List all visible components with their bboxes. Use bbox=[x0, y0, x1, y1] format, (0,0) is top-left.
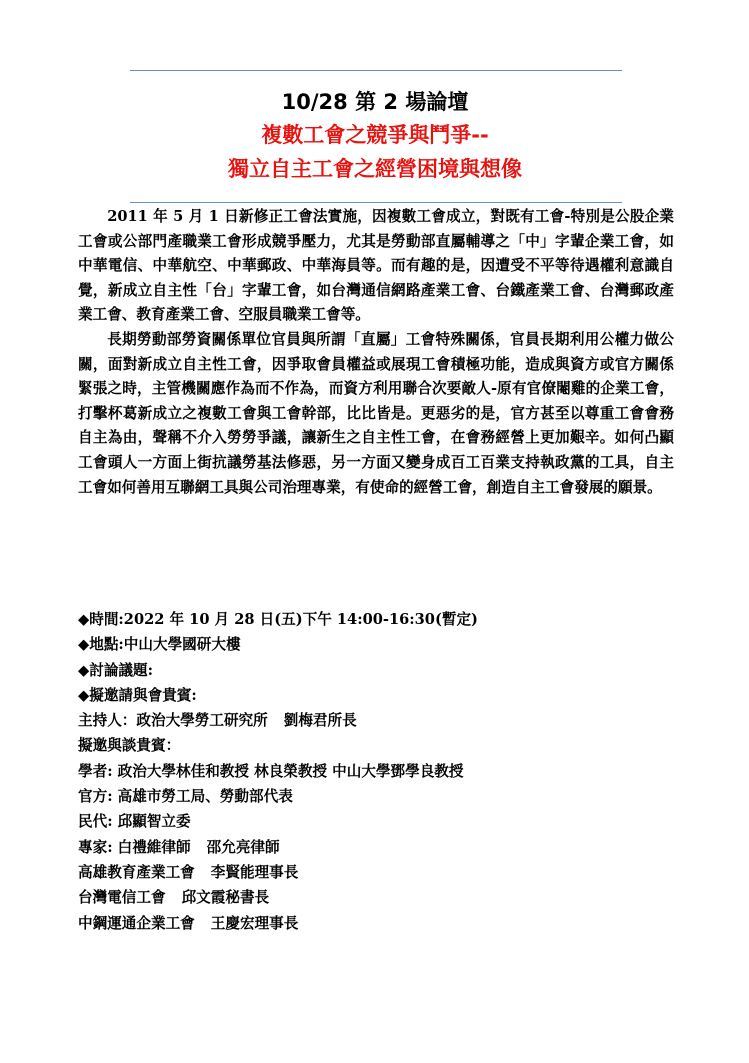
top-divider bbox=[130, 70, 622, 71]
event-location: ◆地點:中山大學國研大樓 bbox=[78, 636, 241, 654]
experts-second: 邵允亮律師 bbox=[206, 838, 280, 856]
discussion-topic: ◆討論議題: bbox=[78, 661, 153, 679]
union-line-3 bbox=[78, 911, 678, 936]
forum-subtitle-line1: 複數工會之競爭與鬥爭-- bbox=[261, 123, 489, 147]
title-block bbox=[80, 86, 670, 186]
union-person: 李賢能理事長 bbox=[210, 863, 299, 881]
experts-label: 專家: 白禮維律師 bbox=[78, 838, 191, 856]
bottom-divider bbox=[130, 202, 622, 203]
invited-heading: 擬邀與談貴賓： bbox=[78, 737, 181, 755]
union-name: 高雄教育產業工會 bbox=[78, 863, 195, 881]
event-time: ◆時間:2022 年 10 月 28 日(五)下午 14:00-16:30(暫定) bbox=[78, 611, 478, 628]
union-person: 王慶宏理事長 bbox=[210, 914, 299, 932]
union-line-1 bbox=[78, 860, 678, 885]
host-name: 劉梅君所長 bbox=[283, 712, 357, 730]
union-line-2 bbox=[78, 885, 678, 910]
representative-line: 民代: 邱顯智立委 bbox=[78, 813, 191, 831]
union-person: 邱文霞秘書長 bbox=[181, 889, 270, 907]
officials-line: 官方: 高雄市勞工局、勞動部代表 bbox=[78, 788, 293, 806]
paragraph-2: 長期勞動部勞資關係單位官員與所謂「直屬」工會特殊關係，官員長期利用公權力做公關，面對新成立自主性工會，因爭取會員權益或展現工會積極功能，造成與資方或官方關係緊張之時，主管機關應作為而不作為，而資方利用聯合次要敵人-原有官僚閹雞的企業工會，打擊杯葛新成立之複數工會與工會幹部，比比皆是。更惡劣的是，官方甚至以尊重工會會務自主為由，聲稱不介入勞勞爭議，讓新生之自主性工會，在會務經營上更加艱辛。如何凸顯工會頭人一方面上街抗議勞基法修惡，另一方面又變身成百工百業支持執政黨的工具，自主工會如何善用互聯網工具與公司治理專業，有使命的經營工會，創造自主工會發展的願景。 bbox=[78, 330, 674, 496]
union-name: 台灣電信工會 bbox=[78, 889, 166, 907]
guests-heading: ◆擬邀請與會貴賓: bbox=[78, 686, 197, 704]
event-details bbox=[78, 607, 678, 936]
union-name: 中鋼運通企業工會 bbox=[78, 914, 195, 932]
experts-line bbox=[78, 835, 678, 860]
paragraph-1: 2011 年 5 月 1 日新修正工會法實施，因複數工會成立，對既有工會-特別是公股企業工會或公部門產職業工會形成競爭壓力，尤其是勞動部直屬輔導之「中」字輩企業工會，如中華電信、中華航空、中華郵政、中華海員等。而有趣的是，因遭受不平等待遇權利意識自覺，新成立自主性「台」字輩工會，如台灣通信網路產業工會、台鐵產業工會、台灣郵政產業工會、教育產業工會、空服員職業工會等。 bbox=[78, 208, 674, 324]
scholars-line: 學者: 政治大學林佳和教授 林良榮教授 中山大學鄧學良教授 bbox=[78, 762, 464, 780]
forum-title: 10/28 第 2 場論壇 bbox=[281, 90, 469, 114]
body-text bbox=[78, 205, 674, 500]
forum-subtitle-line2: 獨立自主工會之經營困境與想像 bbox=[228, 157, 522, 181]
host-line bbox=[78, 708, 678, 733]
host-label: 主持人：政治大學勞工研究所 bbox=[78, 712, 268, 730]
